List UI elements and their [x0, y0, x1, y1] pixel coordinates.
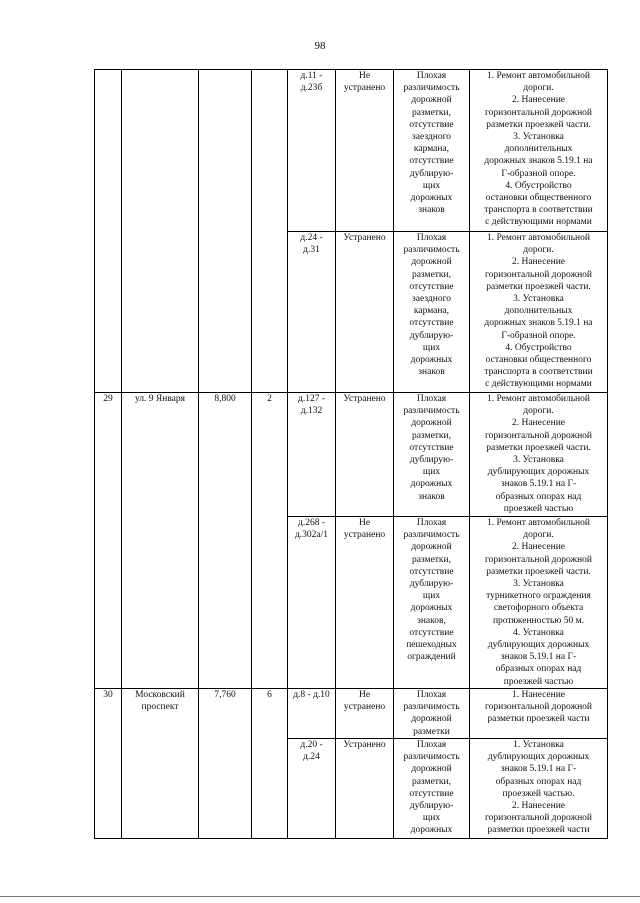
segment-cell: д.11 - д.23б [288, 70, 336, 232]
defect-cell: Плохая различимость дорожной разметки, отсутствие заездного кармана, отсутствие дублирую- щих дорожных знаков [394, 232, 470, 393]
measures-cell: 1. Ремонт автомобильной дороги. 2. Нанесение горизонтальной дорожной разметки проезжей части. 3. Установка дополнительных дорожных знаков 5.19.1 на Г-образной опоре. 4. Обустройство остановки общественного транспорта в соответствии с действующими нормами [470, 232, 608, 393]
length-cell: 8,800 [199, 393, 252, 689]
measures-cell: 1. Ремонт автомобильной дороги. 2. Нанесение горизонтальной дорожной разметки проезжей части. 3. Установка дублирующих дорожных знаков 5.19.1 на Г- образных опорах над проезжей частью [470, 393, 608, 517]
length-cell: 7,760 [199, 689, 252, 839]
count-cell: 6 [252, 689, 288, 839]
road-defects-table [94, 69, 608, 839]
status-cell: Не устранено [336, 70, 394, 232]
row-number-cell [95, 70, 122, 393]
measures-cell: 1. Установка дублирующих дорожных знаков 5.19.1 на Г- образных опорах над проезжей частью. 2. Нанесение горизонтальной дорожной разметки проезжей части [470, 739, 608, 839]
measures-cell: 1. Ремонт автомобильной дороги. 2. Нанесение горизонтальной дорожной разметки проезжей части. 3. Установка дополнительных дорожных знаков 5.19.1 на Г-образной опоре. 4. Обустройство остановки общественного транспорта в соответствии с действующими нормами [470, 70, 608, 232]
street-cell [122, 70, 199, 393]
page-bottom-rule [0, 896, 640, 897]
table-row [95, 689, 608, 739]
count-cell: 2 [252, 393, 288, 689]
page-number: 98 [314, 40, 326, 52]
street-cell: Московский проспект [122, 689, 199, 839]
table-row [95, 393, 608, 517]
status-cell: Устранено [336, 739, 394, 839]
defect-cell: Плохая различимость дорожной разметки, отсутствие дублирую- щих дорожных знаков, отсутствие пешеходных ограждений [394, 517, 470, 689]
status-cell: Устранено [336, 393, 394, 517]
defect-cell: Плохая различимость дорожной разметки, отсутствие дублирую- щих дорожных знаков [394, 393, 470, 517]
status-cell: Не устранено [336, 517, 394, 689]
measures-cell: 1. Нанесение горизонтальной дорожной разметки проезжей части [470, 689, 608, 739]
row-number-cell: 29 [95, 393, 122, 689]
table-row [95, 70, 608, 232]
segment-cell: д.8 - д.10 [288, 689, 336, 739]
defect-cell: Плохая различимость дорожной разметки, отсутствие заездного кармана, отсутствие дублирую- щих дорожных знаков [394, 70, 470, 232]
defect-cell: Плохая различимость дорожной разметки, отсутствие дублирую- щих дорожных [394, 739, 470, 839]
segment-cell: д.127 - д.132 [288, 393, 336, 517]
segment-cell: д.20 - д.24 [288, 739, 336, 839]
count-cell [252, 70, 288, 393]
defect-cell: Плохая различимость дорожной разметки [394, 689, 470, 739]
status-cell: Устранено [336, 232, 394, 393]
row-number-cell: 30 [95, 689, 122, 839]
measures-cell: 1. Ремонт автомобильной дороги. 2. Нанесение горизонтальной дорожной разметки проезжей части. 3. Установка турникетного ограждения светофорного объекта протяженностью 50 м. 4. Установка дублирующих дорожных знаков 5.19.1 на Г- образных опорах над проезжей частью [470, 517, 608, 689]
segment-cell: д.24 - д.31 [288, 232, 336, 393]
street-cell: ул. 9 Января [122, 393, 199, 689]
length-cell [199, 70, 252, 393]
segment-cell: д.268 - д.302а/1 [288, 517, 336, 689]
status-cell: Не устранено [336, 689, 394, 739]
